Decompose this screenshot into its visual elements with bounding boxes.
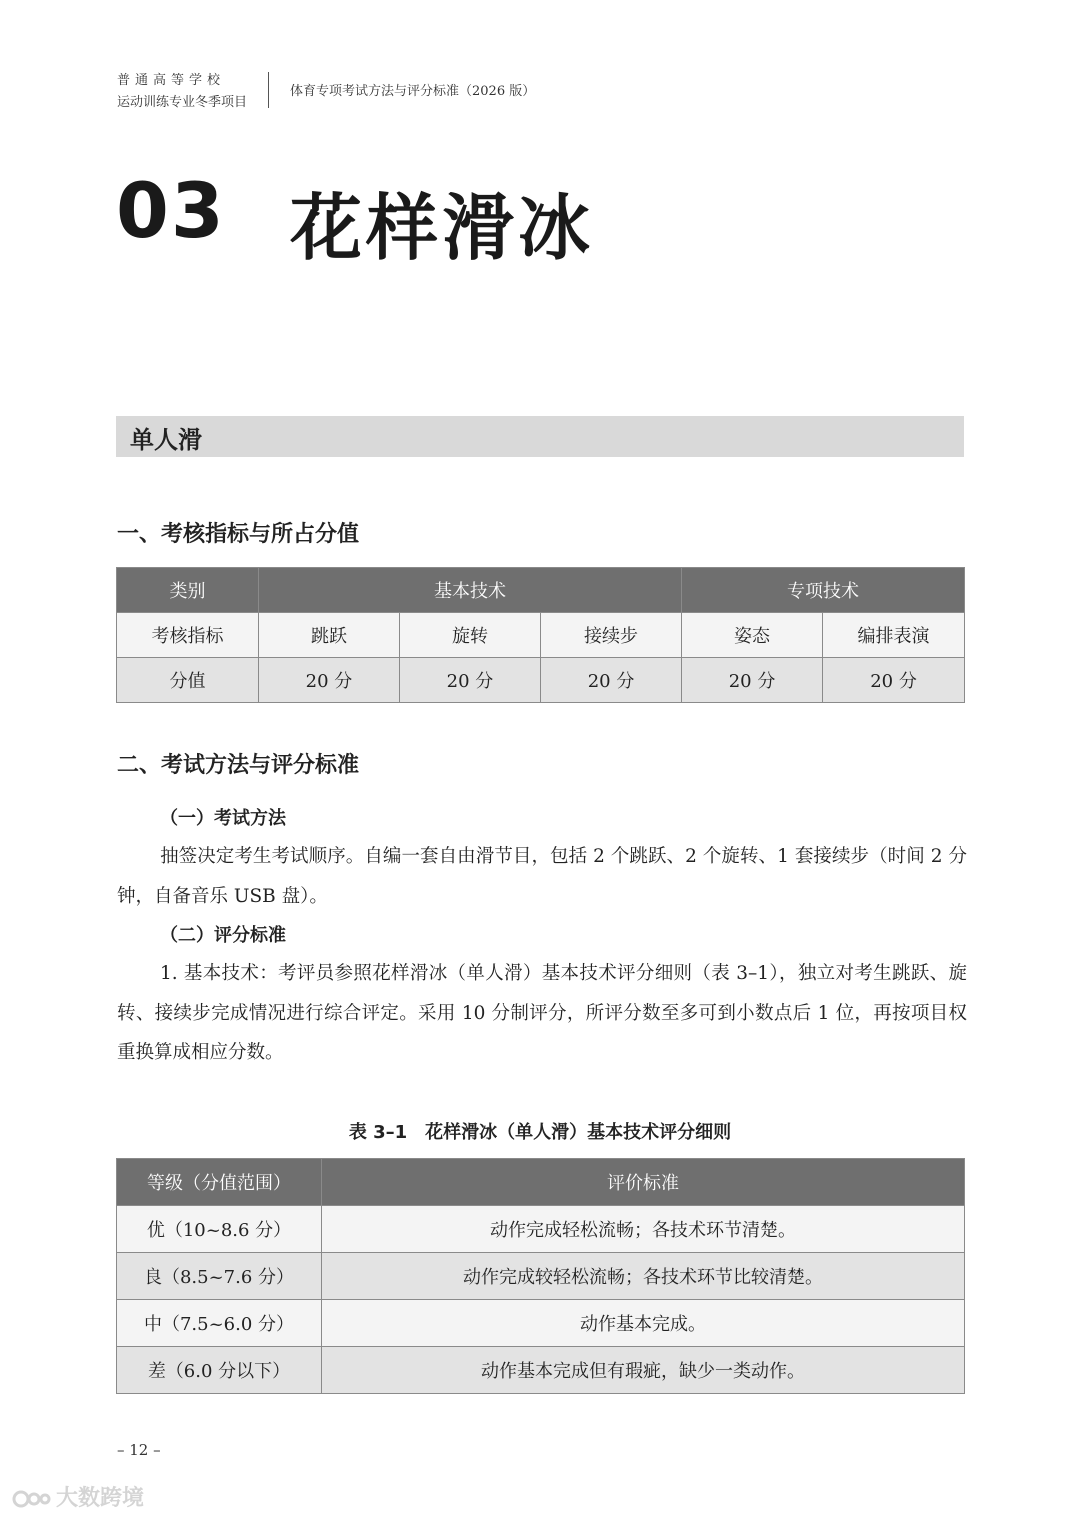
paragraph-exam-method [117,837,967,916]
score-cell: 20 分 [259,658,400,703]
score-cell: 20 分 [541,658,682,703]
paragraph-exam-method-text: 抽签决定考生考试顺序。自编一套自由滑节目，包括 2 个跳跃、2 个旋转、1 套接续步（时间 2 分钟，自备音乐 USB 盘）。 [117,846,967,907]
indicator-cell: 姿态 [682,613,823,658]
grade-cell: 优（10~8.6 分） [117,1206,322,1253]
table-row [117,1347,965,1394]
running-header-left [117,70,257,114]
criteria-cell: 动作基本完成。 [322,1300,965,1347]
table-row [117,1206,965,1253]
watermark-logo-icon [12,1486,52,1512]
grade-cell: 差（6.0 分以下） [117,1347,322,1394]
page-number: – 12 – [117,1441,161,1459]
paragraph-scoring [117,954,967,1073]
header-special-technique: 专项技术 [682,568,965,613]
heading-part2: 二、考试方法与评分标准 [117,752,360,778]
row-label-indicators: 考核指标 [117,613,259,658]
criteria-cell: 动作完成较轻松流畅；各技术环节比较清楚。 [322,1253,965,1300]
score-cell: 20 分 [823,658,965,703]
indicator-score-table [116,567,965,703]
subheading-scoring: （二）评分标准 [160,925,286,946]
header-grade: 等级（分值范围） [117,1159,322,1206]
indicator-cell: 接续步 [541,613,682,658]
header-criteria: 评价标准 [322,1159,965,1206]
heading-part1: 一、考核指标与所占分值 [117,521,360,547]
table-row [117,1300,965,1347]
table-header-row [117,1159,965,1206]
row-label-scores: 分值 [117,658,259,703]
paragraph-scoring-text: 1. 基本技术：考评员参照花样滑冰（单人滑）基本技术评分细则（表 3–1），独立对考生跳跃、旋转、接续步完成情况进行综合评定。采用 10 分制评分，所评分数至多可到小数点后 1 位，再按项目权重换算成相应分数。 [117,963,967,1063]
header-divider [268,72,269,108]
grade-cell: 良（8.5~7.6 分） [117,1253,322,1300]
watermark-text: 大数跨境 [56,1486,145,1511]
grade-cell: 中（7.5~6.0 分） [117,1300,322,1347]
section-band-title: 单人滑 [130,426,202,454]
header-program-line: 运动训练专业冬季项目 [117,95,248,110]
chapter-heading [116,166,595,270]
table-header-row [117,568,965,613]
chapter-number: 03 [116,166,226,255]
score-cell: 20 分 [682,658,823,703]
criteria-cell: 动作基本完成但有瑕疵，缺少一类动作。 [322,1347,965,1394]
indicator-cell: 编排表演 [823,613,965,658]
header-school-line: 普通高等学校 [117,73,226,88]
table-row [117,613,965,658]
score-cell: 20 分 [400,658,541,703]
chapter-title: 花样滑冰 [290,186,595,270]
table-caption: 表 3–1 花样滑冰（单人滑）基本技术评分细则 [348,1122,732,1143]
subheading-exam-method: （一）考试方法 [160,808,286,829]
criteria-cell: 动作完成轻松流畅；各技术环节清楚。 [322,1206,965,1253]
header-basic-technique: 基本技术 [259,568,682,613]
section-band [116,416,964,457]
table-row [117,658,965,703]
grading-criteria-table [116,1158,965,1394]
running-header-title: 体育专项考试方法与评分标准（2026 版） [290,84,536,99]
table-row [117,1253,965,1300]
watermark [12,1481,144,1512]
indicator-cell: 跳跃 [259,613,400,658]
indicator-cell: 旋转 [400,613,541,658]
header-category: 类别 [117,568,259,613]
